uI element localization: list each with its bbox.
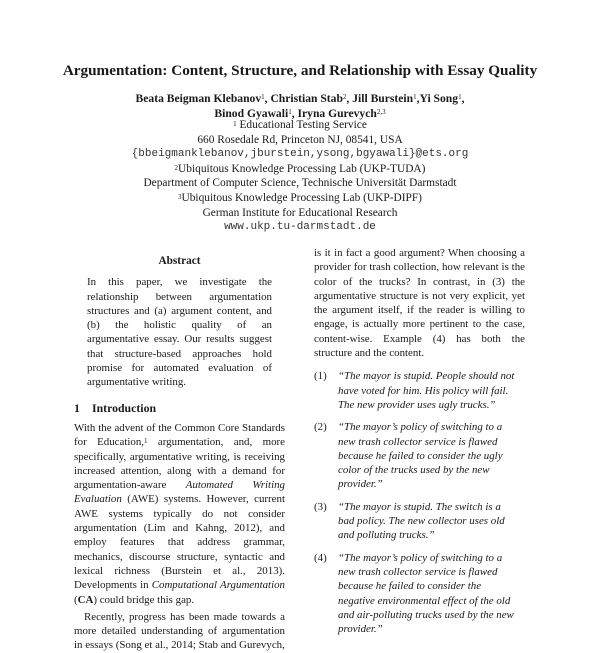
- author-line-2: Binod Gyawali$^1$, Iryna Gurevych$^{2,3}$: [214, 107, 386, 120]
- italic-term: Automated Writing Evaluation: [74, 479, 285, 506]
- affil-sup: 1: [233, 120, 237, 128]
- author-name: Beata Beigman Klebanov: [135, 92, 262, 105]
- text-run: (AWE) systems. However, current AWE systems typically do not consider argumentation (Lim and Kahng, 2012), and employ features that address grammar, mechanics, discourse structure, syntactic and lexical richness (Burstein et al., 2013). Developments in: [74, 493, 285, 592]
- affil-text: Ubiquitous Knowledge Processing Lab (UKP-TUDA): [178, 162, 426, 175]
- affiliation-3-url: www.ukp.tu-darmstadt.de: [224, 221, 376, 234]
- affil-text: Ubiquitous Knowledge Processing Lab (UKP-DIPF): [181, 191, 422, 204]
- affiliation-1-emails: {bbeigmanklebanov,jburstein,ysong,bgyawali}@ets.org: [131, 148, 469, 161]
- text-run: argumentation, and, more specifically, argumentative writing, is receiving increased attention, along with a demand for argumentation-aware: [74, 436, 286, 492]
- left-column: [74, 254, 285, 653]
- author-line-1: Beata Beigman Klebanov$^1$, Christian Stab$^2$, Jill Burstein$^1$,Yi Song$^1$,: [135, 92, 465, 105]
- affil-sup: 3: [178, 192, 182, 201]
- example-2: [314, 420, 525, 491]
- example-text: “The mayor’s policy of switching to a new trash collector service is flawed because he failed to consider the negative environmental effect of the old and air-polluting trucks used by the new provider.”: [338, 551, 514, 636]
- author-affil-sup: 1: [458, 93, 462, 101]
- author-affil-sup: 1: [413, 93, 417, 101]
- affiliation-2-name: [0, 162, 600, 177]
- affiliation-3-name: [0, 191, 600, 206]
- italic-term: Computational Argumentation: [151, 579, 285, 592]
- text-run: With the advent of the Common Core Standards for Education,: [74, 421, 285, 449]
- example-number: (1): [314, 370, 327, 383]
- affiliation-1-address: 660 Rosedale Rd, Princeton NJ, 08541, USA: [197, 133, 403, 146]
- author-name: Jill Burstein: [352, 92, 414, 105]
- author-name: Binod Gyawali: [214, 107, 289, 120]
- affil-text: Educational Testing Service: [239, 119, 367, 131]
- affiliation-2-dept: Department of Computer Science, Technische Universität Darmstadt: [143, 177, 457, 190]
- example-1: [314, 369, 525, 412]
- author-name: Yi Song: [419, 92, 459, 105]
- example-3: [314, 500, 525, 543]
- author-list: [0, 91, 600, 121]
- text-run: ) could bridge this gap.: [93, 593, 195, 606]
- abstract-heading: Abstract: [158, 255, 201, 267]
- author-affil-sup: 2: [342, 93, 347, 101]
- example-text: “The mayor is stupid. People should not have voted for him. His policy will fail. The new provider uses ugly trucks.”: [338, 370, 515, 411]
- right-column: [314, 246, 525, 636]
- affiliation-3-inst: German Institute for Educational Research: [202, 206, 398, 219]
- intro-paragraph-2: Recently, progress has been made towards a more detailed understanding of argumentation in essays (Song et al., 2014; Stab and Gurevych,: [74, 610, 285, 652]
- example-text: “The mayor is stupid. The switch is a bad policy. The new collector uses old and polluting trucks.”: [338, 500, 505, 542]
- example-number: (4): [314, 551, 327, 564]
- footnote-marker: 1: [144, 437, 148, 446]
- affiliations: [0, 118, 600, 235]
- affil-sup: 2: [174, 163, 179, 172]
- example-4: [314, 551, 525, 637]
- author-affil-sup: 1: [288, 108, 292, 116]
- author-affil-sup: 1: [261, 93, 265, 101]
- abstract-text: In this paper, we investigate the relationship between argumentation structures and (a) argument content, and (b) the holistic quality of an argumentative essay. Our results suggest that structure-based approaches hold promise for automated evaluation of argumentative writing.: [87, 276, 272, 389]
- author-affil-sup: 2,3: [376, 108, 386, 116]
- intro-paragraph-1: [74, 421, 285, 607]
- author-name: Iryna Gurevych: [297, 107, 377, 120]
- bold-term: CA: [77, 593, 94, 606]
- example-number: (2): [314, 421, 327, 434]
- right-paragraph: is it in fact a good argument? When choosing a provider for trash collection, how relevant is the color of the trucks? In contrast, in (3) the argumentative structure is not very explicit, yet the argument itself, if the reader is willing to engage, is actually more pertinent to the case, content-wise. Example (4) has both the structure and the content.: [314, 247, 525, 360]
- paper-title: Argumentation: Content, Structure, and Relationship with Essay Quality: [62, 62, 538, 79]
- section-heading-introduction: [74, 401, 285, 415]
- section-number: 1: [74, 400, 80, 415]
- affiliation-1-name: [0, 118, 600, 133]
- section-title: Introduction: [92, 400, 157, 415]
- example-text: “The mayor’s policy of switching to a new trash collector service is flawed because he failed to consider the ugly color of the trucks used by the new provider.”: [338, 421, 503, 491]
- text-run: (: [74, 593, 78, 606]
- author-name: Christian Stab: [270, 92, 343, 105]
- example-number: (3): [314, 500, 327, 513]
